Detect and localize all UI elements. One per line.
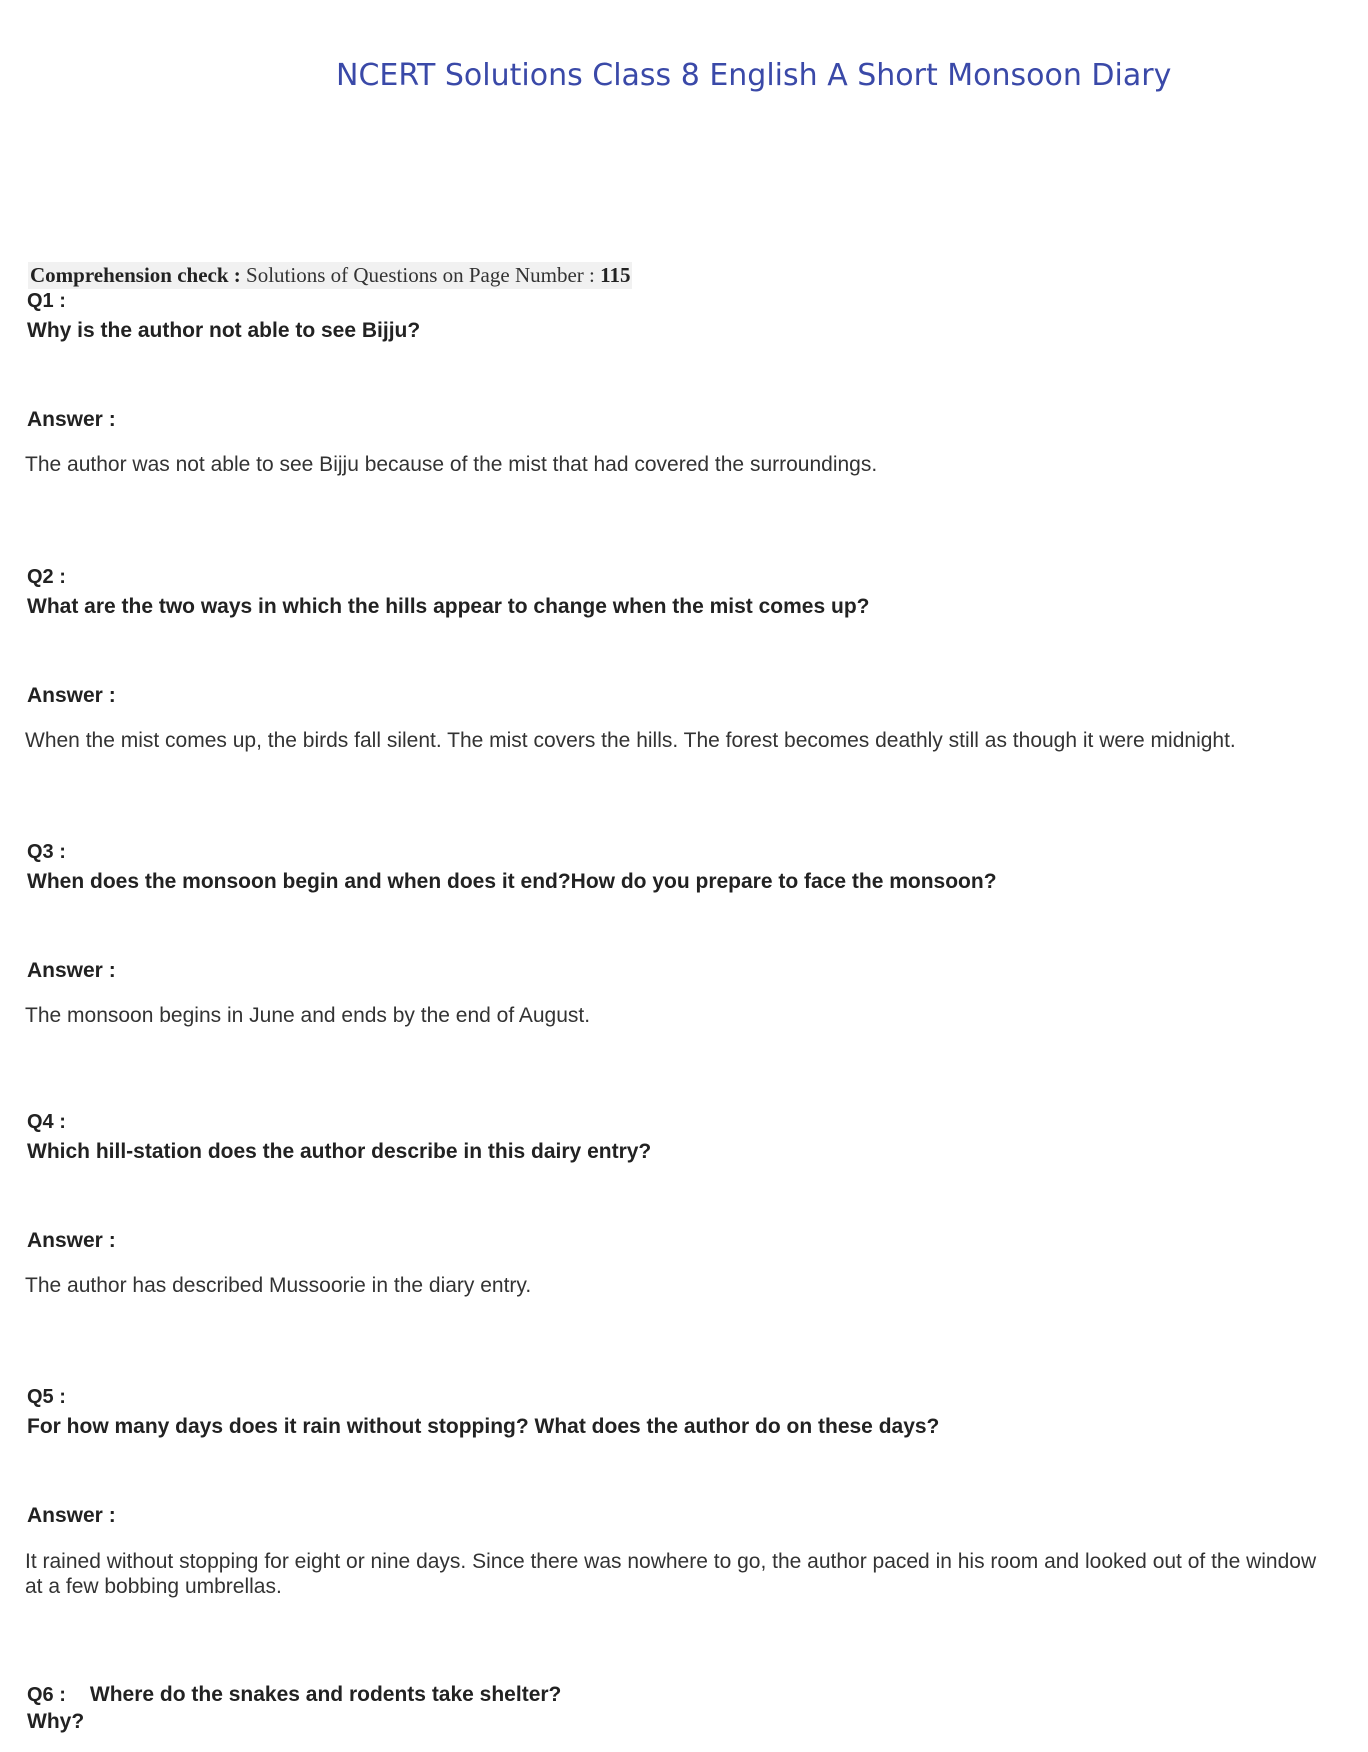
section-label: Comprehension check :: [30, 263, 241, 287]
section-header: [28, 262, 632, 289]
question-number: Q4 :: [27, 1111, 66, 1133]
answer-label: Answer :: [27, 1504, 116, 1527]
section-page-number: 115: [600, 263, 631, 287]
section-text: Solutions of Questions on Page Number :: [246, 263, 595, 287]
answer-label: Answer :: [27, 1229, 116, 1252]
question-number: Q3 :: [27, 841, 66, 863]
question-row: [27, 1683, 561, 1707]
question-number: Q2 :: [27, 566, 66, 588]
page-title: NCERT Solutions Class 8 English A Short Monsoon Diary: [336, 58, 1172, 93]
answer-text: It rained without stopping for eight or nine days. Since there was nowhere to go, the author paced in his room and looked out of the window at a few bobbing umbrellas.: [25, 1550, 1317, 1598]
question-number: Q1 :: [27, 290, 66, 312]
question-text-continued: Why?: [27, 1710, 85, 1733]
question-number: Q5 :: [27, 1386, 66, 1408]
question-text: Why is the author not able to see Bijju?: [27, 319, 421, 342]
question-text: When does the monsoon begin and when does it end?How do you prepare to face the monsoon?: [27, 870, 997, 893]
answer-label: Answer :: [27, 684, 116, 707]
answer-text: When the mist comes up, the birds fall silent. The mist covers the hills. The forest becomes deathly still as though it were midnight.: [25, 729, 1236, 752]
answer-text: The author has described Mussoorie in the diary entry.: [25, 1274, 532, 1297]
answer-text: The monsoon begins in June and ends by the end of August.: [25, 1004, 591, 1027]
question-text: Which hill-station does the author describe in this dairy entry?: [27, 1140, 652, 1163]
answer-label: Answer :: [27, 959, 116, 982]
answer-text: The author was not able to see Bijju because of the mist that had covered the surroundings.: [25, 453, 878, 476]
question-text: For how many days does it rain without stopping? What does the author do on these days?: [27, 1415, 940, 1438]
question-text: What are the two ways in which the hills appear to change when the mist comes up?: [27, 595, 870, 618]
answer-label: Answer :: [27, 408, 116, 431]
question-number: Q6 :: [27, 1684, 66, 1706]
question-text: Where do the snakes and rodents take shelter?: [89, 1683, 562, 1706]
